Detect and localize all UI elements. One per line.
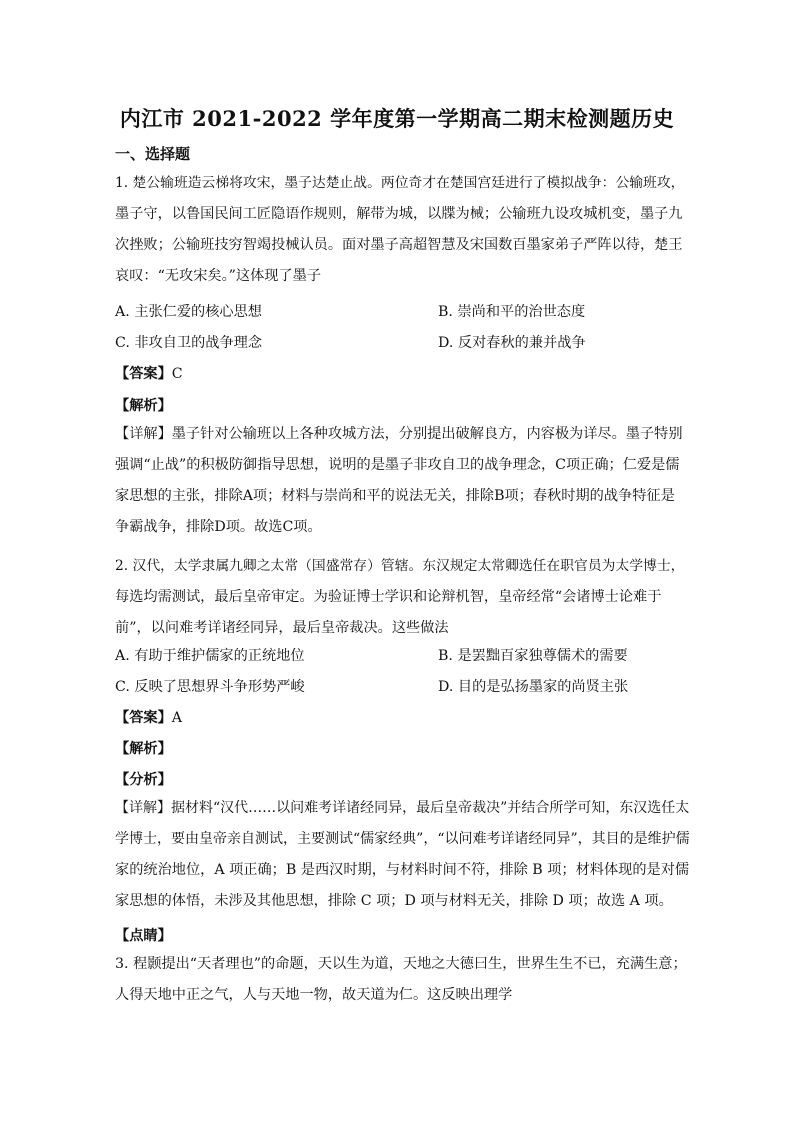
question-3-stem <box>115 949 690 1011</box>
question-2-line: 2. 汉代，太学隶属九卿之太常（国盛常存）管辖。东汉规定太常卿选任在职官员为太学博士， <box>115 558 685 574</box>
question-2-option-c: C. 反映了思想界斗争形势严峻 <box>115 679 305 695</box>
question-3-line: 人得天地中正之气，人与天地一物，故天道为仁。这反映出理学 <box>115 987 513 1003</box>
fenxi-label: 【分析】 <box>115 772 172 788</box>
analysis-label: 【解析】 <box>115 398 172 414</box>
question-2-line: 每选均需测试，最后皇帝审定。为验证博士学识和论辩机智，皇帝经常“会诸博士论难于 <box>115 589 662 605</box>
detail-line: 【详解】据材料“汉代……以问难考详诸经同异，最后皇帝裁决”并结合所学可知，东汉选任太 <box>115 800 690 816</box>
question-1-line: 墨子守，以鲁国民间工匠隐语作规则，解带为城，以牒为械；公输班九设攻城机变，墨子九 <box>115 206 683 222</box>
question-2-option-b: B. 是罢黜百家独尊儒术的需要 <box>438 648 628 664</box>
answer-value: C <box>171 366 183 382</box>
question-2-detail <box>115 793 690 917</box>
analysis-label: 【解析】 <box>115 741 172 757</box>
section-heading: 一、选择题 <box>115 145 191 163</box>
detail-line: 【详解】墨子针对公输班以上各种攻城方法，分别提出破解良方，内容极为详尽。墨子特别 <box>115 426 683 442</box>
question-2-stem <box>115 551 690 644</box>
question-1-analysis-label <box>115 395 172 415</box>
question-1-line: 1. 楚公输班造云梯将攻宋，墨子达楚止战。两位奇才在楚国宫廷进行了模拟战争：公输班攻， <box>115 175 685 191</box>
question-1-answer <box>115 363 183 383</box>
detail-line: 争霸战争，排除D项。故选C项。 <box>115 519 322 535</box>
detail-line: 家的统治地位，A 项正确；B 是西汉时期，与材料时间不符，排除 B 项；材料体现的是对儒 <box>115 862 690 878</box>
answer-label: 【答案】 <box>115 366 172 382</box>
question-3-line: 3. 程颢提出“天者理也”的命题，天以生为道，天地之大德曰生，世界生生不已，充满生意； <box>115 956 687 972</box>
question-2-dianjing-label <box>115 925 172 945</box>
question-1-line: 哀叹：“无攻宋矣。”这体现了墨子 <box>115 268 322 284</box>
question-2-option-a: A. 有助于维护儒家的正统地位 <box>115 648 305 664</box>
detail-line: 强调“止战”的积极防御指导思想，说明的是墨子非攻自卫的战争理念，C项正确；仁爱是儒 <box>115 457 680 473</box>
detail-line: 家思想的体悟，未涉及其他思想，排除 C 项；D 项与材料无关，排除 D 项；故选 A 项。 <box>115 893 673 909</box>
detail-line: 家思想的主张，排除A项；材料与崇尚和平的说法无关，排除B项；春秋时期的战争特征是 <box>115 488 675 504</box>
answer-label: 【答案】 <box>115 710 172 726</box>
question-2-option-d: D. 目的是弘扬墨家的尚贤主张 <box>438 679 629 695</box>
question-1-stem <box>115 168 690 292</box>
question-1-line: 次挫败；公输班技穷智竭投械认员。面对墨子高超智慧及宋国数百墨家弟子严阵以待，楚王 <box>115 237 683 253</box>
question-2-fenxi-label <box>115 769 172 789</box>
answer-value: A <box>171 710 183 726</box>
document-title: 内江市 2021-2022 学年度第一学期高二期末检测题历史 <box>119 106 675 131</box>
question-1-detail <box>115 419 690 543</box>
dianjing-label: 【点睛】 <box>115 928 172 944</box>
question-1-option-c: C. 非攻自卫的战争理念 <box>115 335 263 351</box>
detail-line: 学博士，要由皇帝亲自测试，主要测试“儒家经典”，“以问难考详诸经同异”，其目的是维护儒 <box>115 831 690 847</box>
question-2-analysis-label <box>115 738 172 758</box>
question-1-option-a: A. 主张仁爱的核心思想 <box>115 304 262 320</box>
question-2-line: 前”，以问难考详诸经同异，最后皇帝裁决。这些做法 <box>115 620 449 636</box>
question-1-option-b: B. 崇尚和平的治世态度 <box>438 304 586 320</box>
question-1-option-d: D. 反对春秋的兼并战争 <box>438 335 586 351</box>
question-2-answer <box>115 707 182 727</box>
